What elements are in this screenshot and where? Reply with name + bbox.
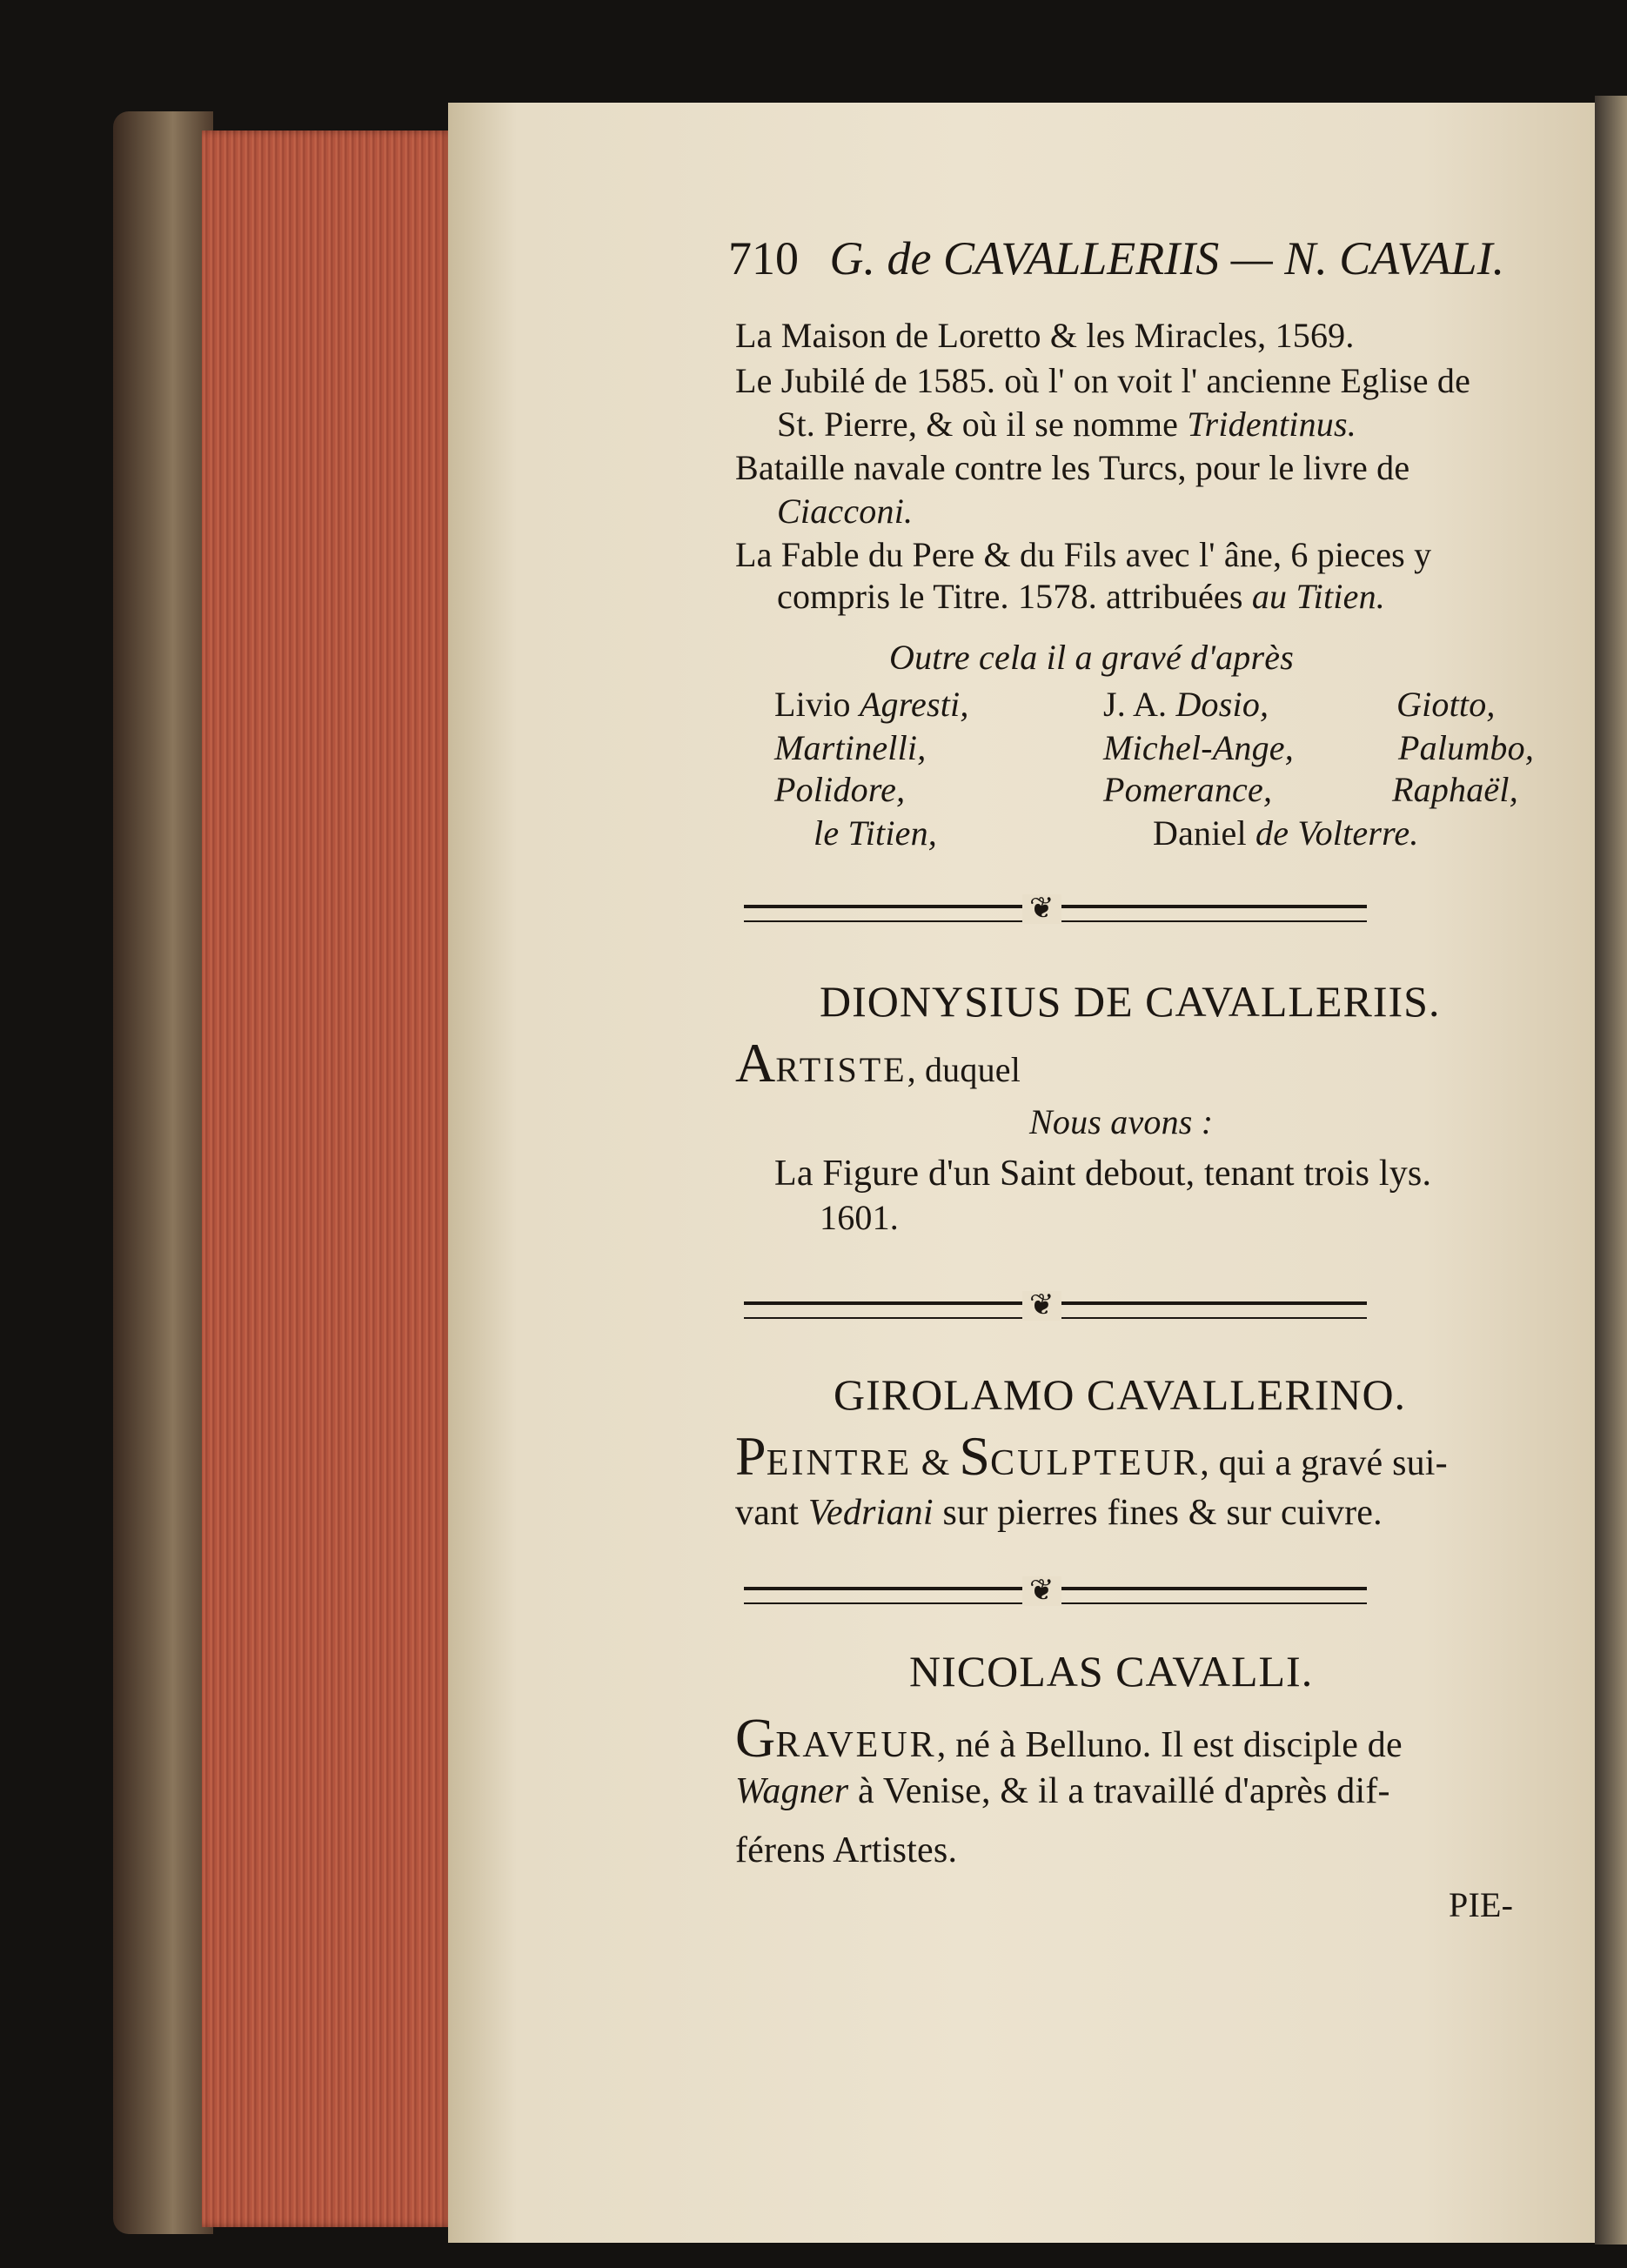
- entry-heading: GIROLAMO CAVALLERINO.: [834, 1370, 1407, 1419]
- entry-line: Ciacconi.: [777, 492, 914, 531]
- entry-line: [777, 579, 1385, 614]
- entry-line: La Figure d'un Saint debout, tenant trois lys.: [774, 1154, 1432, 1194]
- entry-italic: au Titien.: [1251, 577, 1385, 616]
- artist-name: Martinelli,: [774, 728, 927, 767]
- artist-name: Raphaël,: [1392, 770, 1518, 809]
- artist-name: Polidore,: [774, 770, 906, 809]
- page-number: 710: [728, 232, 799, 284]
- running-title: G. de CAVALLERIIS — N. CAVALI.: [829, 232, 1505, 284]
- facing-page-edge: [1595, 96, 1627, 2245]
- entry-line: férens Artistes.: [735, 1830, 958, 1870]
- artist-name: Giotto,: [1396, 685, 1496, 724]
- after-intro: Outre cela il a gravé d'après: [889, 638, 1294, 677]
- entry-line: La Maison de Loretto & les Miracles, 1569.: [735, 316, 1355, 355]
- artist-name: Daniel de Volterre.: [1153, 813, 1419, 853]
- entry-line: Bataille navale contre les Turcs, pour le livre de: [735, 448, 1410, 487]
- nous-avons: Nous avons :: [1029, 1102, 1214, 1141]
- fleuron-ornament: ❦: [1022, 1576, 1061, 1606]
- artist-name: Palumbo,: [1398, 728, 1535, 767]
- entry-role: PEINTRE & SCULPTEUR, qui a gravé sui-: [735, 1425, 1448, 1487]
- entry-line: Le Jubilé de 1585. où l' on voit l' ancienne Eglise de: [735, 361, 1471, 400]
- fleuron-ornament: ❦: [1022, 894, 1061, 924]
- artist-name: Pomerance,: [1103, 770, 1273, 809]
- book-page: [448, 103, 1595, 2243]
- entry-text: St. Pierre, & où il se nomme: [777, 405, 1179, 444]
- entry-line: vant Vedriani sur pierres fines & sur cuivre.: [735, 1493, 1383, 1533]
- entry-heading: NICOLAS CAVALLI.: [909, 1647, 1314, 1696]
- page-header: [728, 232, 1505, 284]
- entry-role: GRAVEUR, né à Belluno. Il est disciple de: [735, 1707, 1403, 1769]
- entry-line: Wagner à Venise, & il a travaillé d'après dif-: [735, 1771, 1390, 1811]
- entry-italic: Tridentinus.: [1187, 405, 1356, 444]
- artist-name: le Titien,: [814, 813, 937, 853]
- fleuron-ornament: ❦: [1022, 1291, 1061, 1321]
- book-cover-left: [113, 111, 213, 2234]
- entry-line: 1601.: [820, 1198, 899, 1237]
- entry-line: [777, 407, 1356, 442]
- entry-text: compris le Titre. 1578. attribuées: [777, 577, 1243, 616]
- entry-line: La Fable du Pere & du Fils avec l' âne, 6 pieces y: [735, 535, 1432, 574]
- catchword: PIE-: [1449, 1885, 1514, 1924]
- book-page-edges: [202, 130, 454, 2227]
- artist-name: Michel-Ange,: [1103, 728, 1294, 767]
- artist-name: J. A. Dosio,: [1103, 685, 1269, 724]
- entry-heading: DIONYSIUS DE CAVALLERIIS.: [820, 977, 1441, 1026]
- entry-role: ARTISTE, duquel: [735, 1032, 1021, 1094]
- artist-name: Livio Agresti,: [774, 685, 969, 724]
